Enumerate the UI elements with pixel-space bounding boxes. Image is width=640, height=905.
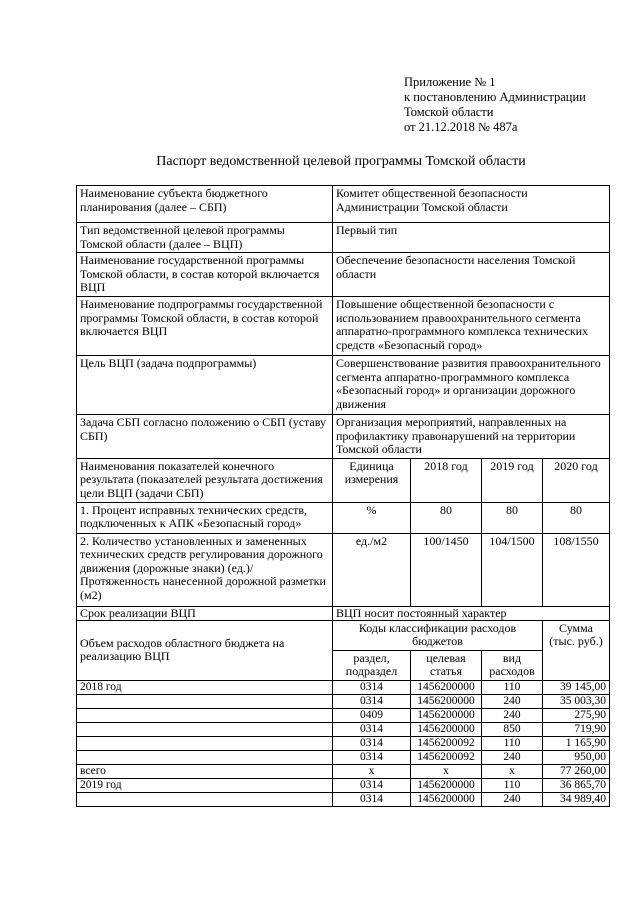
budget-type: 110 — [482, 778, 543, 792]
budget-type: 240 — [482, 694, 543, 708]
budget-article: х — [411, 764, 482, 778]
row-sbp — [77, 186, 610, 223]
indicator-value-2019: 80 — [482, 502, 543, 533]
indicator-value-2019: 104/1500 — [482, 533, 543, 606]
appendix-line-4: от 21.12.2018 № 487а — [404, 120, 518, 134]
budget-header — [77, 620, 610, 650]
type-value: Первый тип — [333, 223, 610, 253]
page-title: Паспорт ведомственной целевой программы Томской области — [156, 154, 526, 169]
budget-type: 240 — [482, 792, 543, 806]
budget-section: х — [333, 764, 411, 778]
budget-row — [77, 680, 610, 694]
budget-row — [77, 708, 610, 722]
row-subprogram — [77, 297, 610, 356]
appendix-line-3: Томской области — [404, 105, 494, 119]
budget-row-label: 2018 год — [77, 680, 333, 694]
row-term — [77, 606, 610, 620]
budget-row-label: 2019 год — [77, 778, 333, 792]
indicator-name: 2. Количество установленных и замененных технических средств регулирования дорожного движения (дорожные знаки) (ед.)/Протяженность нанесенной дорожной разметки (м2) — [77, 533, 333, 606]
budget-sum: 719,90 — [543, 722, 610, 736]
indicators-header-label: Наименования показателей конечного результата (показателей результата достижения цели ВЦП (задачи СБП) — [77, 458, 333, 502]
budget-row-label — [77, 722, 333, 736]
subprogram-value: Повышение общественной безопасности с использованием правоохранительного сегмента аппаратно-программного комплекса технических средств «Безопасный город» — [333, 297, 610, 356]
indicator-value-2020: 80 — [543, 502, 610, 533]
indicator-unit: ед./м2 — [333, 533, 411, 606]
budget-article: 1456200000 — [411, 680, 482, 694]
budget-row-label — [77, 708, 333, 722]
task-value: Организация мероприятий, направленных на профилактику правонарушений на территории Томской области — [333, 415, 610, 459]
budget-article: 1456200000 — [411, 722, 482, 736]
indicator-row — [77, 533, 610, 606]
budget-row — [77, 792, 610, 806]
col-section-header: раздел, подраздел — [333, 650, 411, 680]
budget-section: 0314 — [333, 736, 411, 750]
indicator-value-2020: 108/1550 — [543, 533, 610, 606]
budget-article: 1456200092 — [411, 750, 482, 764]
indicator-unit: % — [333, 502, 411, 533]
budget-article: 1456200000 — [411, 708, 482, 722]
budget-article: 1456200092 — [411, 736, 482, 750]
budget-label: Объем расходов областного бюджета на реализацию ВЦП — [77, 620, 333, 680]
budget-total-row — [77, 764, 610, 778]
budget-section: 0409 — [333, 708, 411, 722]
budget-section: 0314 — [333, 792, 411, 806]
budget-type: х — [482, 764, 543, 778]
budget-sum: 39 145,00 — [543, 680, 610, 694]
codes-header: Коды классификации расходов бюджетов — [333, 620, 543, 650]
indicator-value-2018: 80 — [411, 502, 482, 533]
budget-sum: 275,90 — [543, 708, 610, 722]
unit-header: Единица измерения — [333, 458, 411, 502]
budget-type: 240 — [482, 750, 543, 764]
budget-row-label — [77, 694, 333, 708]
budget-sum: 36 865,70 — [543, 778, 610, 792]
row-type — [77, 223, 610, 253]
budget-row-label — [77, 750, 333, 764]
year-2020-header: 2020 год — [543, 458, 610, 502]
budget-sum: 34 989,40 — [543, 792, 610, 806]
appendix-line-1: Приложение № 1 — [404, 75, 496, 89]
term-label: Срок реализации ВЦП — [77, 606, 333, 620]
budget-row-label — [77, 792, 333, 806]
budget-type: 240 — [482, 708, 543, 722]
budget-sum: 35 003,30 — [543, 694, 610, 708]
type-label: Тип ведомственной целевой программы Томской области (далее – ВЦП) — [77, 223, 333, 253]
budget-row-label: всего — [77, 764, 333, 778]
budget-sum: 950,00 — [543, 750, 610, 764]
budget-section: 0314 — [333, 778, 411, 792]
state-program-value: Обеспечение безопасности населения Томской области — [333, 253, 610, 297]
passport-table — [76, 185, 610, 807]
budget-section: 0314 — [333, 750, 411, 764]
row-state-program — [77, 253, 610, 297]
indicator-name: 1. Процент исправных технических средств, подключенных к АПК «Безопасный город» — [77, 502, 333, 533]
budget-section: 0314 — [333, 722, 411, 736]
goal-value: Совершенствование развития правоохранительного сегмента аппаратно-программного комплекса «Безопасный город» и организации дорожного движения — [333, 356, 610, 415]
subprogram-label: Наименование подпрограммы государственной программы Томской области, в состав которой включается ВЦП — [77, 297, 333, 356]
budget-sum: 77 260,00 — [543, 764, 610, 778]
state-program-label: Наименование государственной программы Томской области, в состав которой включается ВЦП — [77, 253, 333, 297]
budget-section: 0314 — [333, 680, 411, 694]
appendix-line-2: к постановлению Администрации — [404, 90, 586, 104]
indicator-row — [77, 502, 610, 533]
budget-row — [77, 736, 610, 750]
sbp-value: Комитет общественной безопасности Администрации Томской области — [333, 186, 610, 223]
indicators-header — [77, 458, 610, 502]
task-label: Задача СБП согласно положению о СБП (уставу СБП) — [77, 415, 333, 459]
col-article-header: целевая статья — [411, 650, 482, 680]
budget-type: 110 — [482, 736, 543, 750]
budget-row — [77, 750, 610, 764]
budget-row — [77, 778, 610, 792]
row-task — [77, 415, 610, 459]
budget-article: 1456200000 — [411, 694, 482, 708]
budget-section: 0314 — [333, 694, 411, 708]
sum-header: Сумма (тыс. руб.) — [543, 620, 610, 680]
row-goal — [77, 356, 610, 415]
budget-row-label — [77, 736, 333, 750]
budget-type: 110 — [482, 680, 543, 694]
budget-article: 1456200000 — [411, 792, 482, 806]
indicator-value-2018: 100/1450 — [411, 533, 482, 606]
budget-article: 1456200000 — [411, 778, 482, 792]
budget-row — [77, 694, 610, 708]
goal-label: Цель ВЦП (задача подпрограммы) — [77, 356, 333, 415]
budget-sum: 1 165,90 — [543, 736, 610, 750]
budget-type: 850 — [482, 722, 543, 736]
sbp-label: Наименование субъекта бюджетного планирования (далее – СБП) — [77, 186, 333, 223]
appendix-note — [404, 75, 624, 135]
year-2018-header: 2018 год — [411, 458, 482, 502]
term-value: ВЦП носит постоянный характер — [333, 606, 610, 620]
col-type-header: вид расходов — [482, 650, 543, 680]
budget-row — [77, 722, 610, 736]
year-2019-header: 2019 год — [482, 458, 543, 502]
